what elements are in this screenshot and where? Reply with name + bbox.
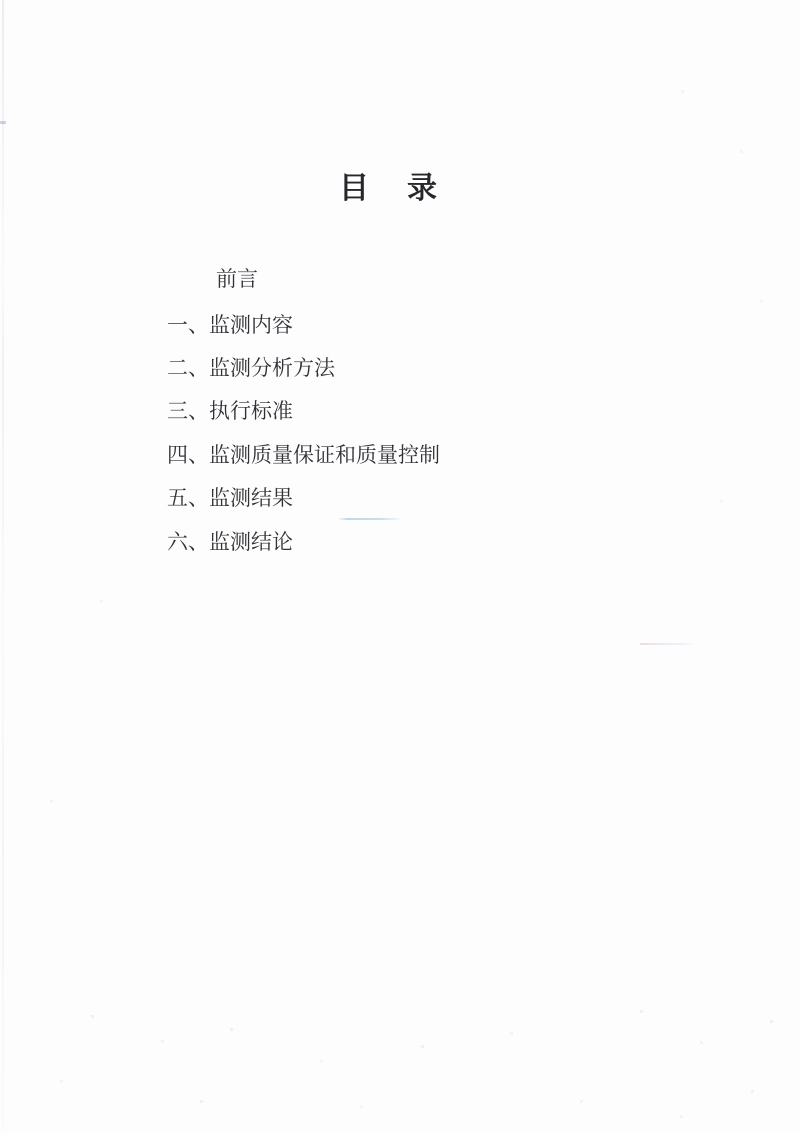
page-title	[339, 174, 437, 204]
scan-noise-speckles	[0, 0, 1, 1]
toc-item-3: 三、执行标准	[167, 399, 293, 423]
scan-artifact-blue-line	[338, 518, 400, 520]
toc-item-preface: 前言	[216, 267, 258, 291]
scan-artifact-edge-tick	[0, 121, 6, 124]
scan-artifact-left-edge-line	[2, 0, 4, 1133]
toc-item-2: 二、监测分析方法	[167, 356, 335, 380]
title-char-mu: 目	[339, 172, 369, 205]
title-char-lu: 录	[407, 172, 437, 205]
toc-item-4: 四、监测质量保证和质量控制	[167, 443, 440, 467]
toc-item-5: 五、监测结果	[167, 486, 293, 510]
toc-item-6: 六、监测结论	[167, 530, 293, 554]
scan-artifact-pink-line	[640, 643, 695, 645]
toc-item-1: 一、监测内容	[167, 313, 293, 337]
